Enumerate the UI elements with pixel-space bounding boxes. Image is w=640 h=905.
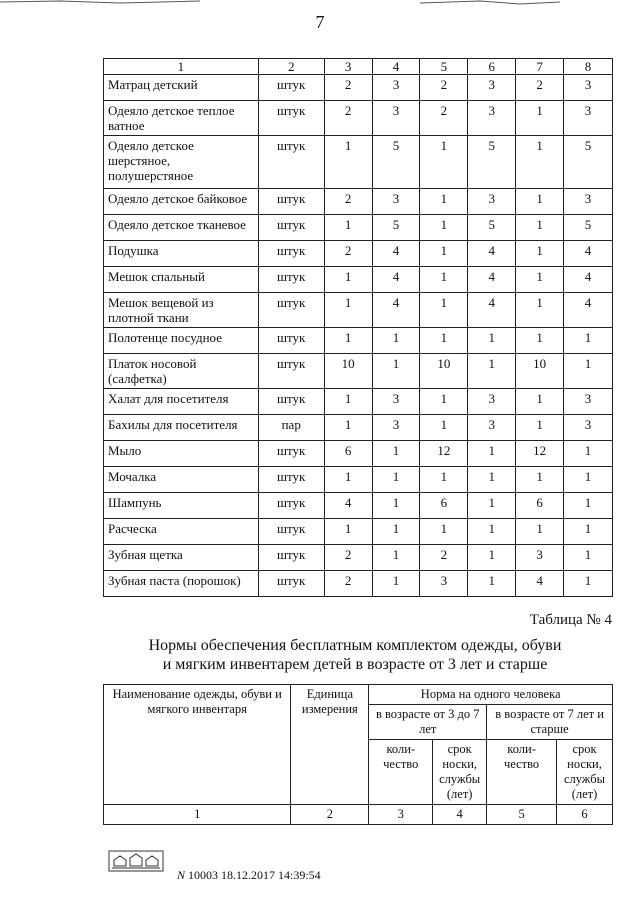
value-cell: 3: [468, 389, 516, 415]
unit-cell: штук: [258, 189, 324, 215]
value-cell: 1: [564, 441, 613, 467]
value-cell: 1: [420, 415, 468, 441]
col-number: 4: [433, 805, 487, 825]
col-number: 6: [557, 805, 613, 825]
value-cell: 3: [468, 189, 516, 215]
col-header-age-7-plus: в возрасте от 7 лет и старше: [487, 705, 613, 740]
value-cell: 5: [372, 215, 420, 241]
item-name-cell: Мочалка: [104, 467, 259, 493]
footer-number-symbol: N: [177, 868, 186, 882]
value-cell: 2: [324, 101, 372, 136]
unit-cell: штук: [258, 354, 324, 389]
value-cell: 1: [516, 467, 564, 493]
table-row: [104, 136, 613, 189]
item-name-cell: Одеяло детское теплое ватное: [104, 101, 259, 136]
unit-cell: штук: [258, 493, 324, 519]
value-cell: 3: [372, 389, 420, 415]
table-row: [104, 467, 613, 493]
value-cell: 2: [420, 75, 468, 101]
value-cell: 3: [468, 101, 516, 136]
value-cell: 1: [372, 519, 420, 545]
item-name-cell: Одеяло детское байковое: [104, 189, 259, 215]
value-cell: 1: [324, 328, 372, 354]
unit-cell: штук: [258, 441, 324, 467]
value-cell: 1: [564, 328, 613, 354]
value-cell: 1: [420, 241, 468, 267]
col-number: 2: [291, 805, 369, 825]
table-row: [104, 354, 613, 389]
value-cell: 1: [420, 328, 468, 354]
unit-cell: штук: [258, 519, 324, 545]
value-cell: 4: [372, 267, 420, 293]
value-cell: 2: [324, 571, 372, 597]
value-cell: 2: [324, 545, 372, 571]
col-header-qty-7-plus: коли-чество: [487, 740, 557, 805]
value-cell: 1: [324, 415, 372, 441]
value-cell: 1: [468, 441, 516, 467]
value-cell: 1: [372, 441, 420, 467]
value-cell: 5: [564, 136, 613, 189]
item-name-cell: Платок носовой (салфетка): [104, 354, 259, 389]
value-cell: 1: [516, 101, 564, 136]
value-cell: 1: [516, 136, 564, 189]
value-cell: 1: [420, 467, 468, 493]
value-cell: 5: [468, 215, 516, 241]
table-row: [104, 493, 613, 519]
table-row: [104, 389, 613, 415]
unit-cell: штук: [258, 467, 324, 493]
value-cell: 4: [468, 267, 516, 293]
table-row: [104, 571, 613, 597]
value-cell: 3: [564, 189, 613, 215]
value-cell: 1: [516, 267, 564, 293]
value-cell: 2: [324, 241, 372, 267]
col-number: 1: [104, 805, 291, 825]
value-cell: 12: [516, 441, 564, 467]
unit-cell: штук: [258, 293, 324, 328]
value-cell: 3: [468, 415, 516, 441]
value-cell: 1: [468, 519, 516, 545]
value-cell: 1: [468, 328, 516, 354]
value-cell: 1: [516, 293, 564, 328]
item-name-cell: Шампунь: [104, 493, 259, 519]
item-name-cell: Мешок вещевой из плотной ткани: [104, 293, 259, 328]
value-cell: 1: [420, 519, 468, 545]
table-row: [104, 241, 613, 267]
col-header-qty-3-7: коли-чество: [369, 740, 433, 805]
value-cell: 1: [372, 545, 420, 571]
table-row: [104, 215, 613, 241]
value-cell: 6: [324, 441, 372, 467]
col-header-unit: Единица измерения: [291, 685, 369, 805]
unit-cell: штук: [258, 389, 324, 415]
table-4-title-line1: Нормы обеспечения бесплатным комплектом одежды, обуви: [148, 637, 562, 654]
value-cell: 3: [516, 545, 564, 571]
value-cell: 1: [468, 354, 516, 389]
table-4-label: Таблица № 4: [529, 612, 612, 628]
value-cell: 5: [468, 136, 516, 189]
page-number: 7: [315, 12, 325, 32]
value-cell: 1: [516, 519, 564, 545]
value-cell: 3: [372, 189, 420, 215]
unit-cell: штук: [258, 101, 324, 136]
value-cell: 1: [372, 328, 420, 354]
table-row: [104, 519, 613, 545]
table-row: [104, 545, 613, 571]
table-row: [104, 415, 613, 441]
clothing-norms-table: [103, 684, 613, 825]
unit-cell: штук: [258, 571, 324, 597]
value-cell: 2: [516, 75, 564, 101]
value-cell: 2: [420, 101, 468, 136]
value-cell: 3: [564, 75, 613, 101]
value-cell: 5: [372, 136, 420, 189]
unit-cell: штук: [258, 136, 324, 189]
item-name-cell: Матрац детский: [104, 75, 259, 101]
value-cell: 4: [468, 293, 516, 328]
value-cell: 10: [420, 354, 468, 389]
item-name-cell: Зубная щетка: [104, 545, 259, 571]
col-header-wear-3-7: срок носки, службы (лет): [433, 740, 487, 805]
header-cell: 7: [516, 59, 564, 75]
col-number: 5: [487, 805, 557, 825]
header-cell: 6: [468, 59, 516, 75]
value-cell: 3: [420, 571, 468, 597]
value-cell: 3: [372, 101, 420, 136]
item-name-cell: Мешок спальный: [104, 267, 259, 293]
value-cell: 1: [324, 519, 372, 545]
value-cell: 1: [420, 389, 468, 415]
value-cell: 4: [372, 241, 420, 267]
value-cell: 1: [420, 189, 468, 215]
value-cell: 1: [516, 241, 564, 267]
value-cell: 3: [564, 101, 613, 136]
value-cell: 1: [516, 328, 564, 354]
value-cell: 1: [324, 215, 372, 241]
value-cell: 1: [468, 571, 516, 597]
value-cell: 4: [468, 241, 516, 267]
value-cell: 1: [372, 354, 420, 389]
value-cell: 1: [468, 545, 516, 571]
header-cell: 8: [564, 59, 613, 75]
value-cell: 1: [564, 354, 613, 389]
table-row: [104, 267, 613, 293]
table-4-title: [100, 636, 610, 674]
value-cell: 2: [324, 75, 372, 101]
value-cell: 1: [516, 215, 564, 241]
value-cell: 5: [564, 215, 613, 241]
value-cell: 12: [420, 441, 468, 467]
value-cell: 2: [420, 545, 468, 571]
header-cell: 4: [372, 59, 420, 75]
value-cell: 3: [468, 75, 516, 101]
supply-table: [103, 58, 613, 597]
table-row: [104, 101, 613, 136]
value-cell: 3: [372, 75, 420, 101]
item-name-cell: Одеяло детское шерстяное, полушерстяное: [104, 136, 259, 189]
unit-cell: штук: [258, 215, 324, 241]
unit-cell: штук: [258, 267, 324, 293]
value-cell: 1: [468, 467, 516, 493]
value-cell: 1: [516, 389, 564, 415]
value-cell: 4: [372, 293, 420, 328]
value-cell: 1: [324, 293, 372, 328]
header-cell: 3: [324, 59, 372, 75]
registry-stamp-icon: [108, 850, 164, 872]
col-header-age-3-7: в возрасте от 3 до 7 лет: [369, 705, 487, 740]
value-cell: 1: [324, 267, 372, 293]
scan-artifact-top: [0, 0, 640, 8]
unit-cell: штук: [258, 241, 324, 267]
value-cell: 6: [516, 493, 564, 519]
value-cell: 1: [420, 267, 468, 293]
item-name-cell: Халат для посетителя: [104, 389, 259, 415]
value-cell: 1: [420, 215, 468, 241]
col-header-wear-7-plus: срок носки, службы (лет): [557, 740, 613, 805]
value-cell: 1: [420, 136, 468, 189]
col-header-name: Наименование одежды, обуви и мягкого инвентаря: [104, 685, 291, 805]
value-cell: 1: [324, 467, 372, 493]
value-cell: 3: [372, 415, 420, 441]
value-cell: 1: [516, 189, 564, 215]
table-row: [104, 441, 613, 467]
value-cell: 3: [564, 415, 613, 441]
item-name-cell: Одеяло детское тканевое: [104, 215, 259, 241]
value-cell: 2: [324, 189, 372, 215]
header-cell: 1: [104, 59, 259, 75]
value-cell: 4: [564, 241, 613, 267]
value-cell: 4: [564, 293, 613, 328]
footer-registry-text: 10003 18.12.2017 14:39:54: [188, 868, 321, 882]
header-cell: 5: [420, 59, 468, 75]
table-row: [104, 328, 613, 354]
table-row: [104, 293, 613, 328]
unit-cell: штук: [258, 328, 324, 354]
value-cell: 4: [516, 571, 564, 597]
item-name-cell: Бахилы для посетителя: [104, 415, 259, 441]
col-number: 3: [369, 805, 433, 825]
value-cell: 1: [324, 389, 372, 415]
value-cell: 1: [372, 467, 420, 493]
value-cell: 1: [516, 415, 564, 441]
value-cell: 1: [324, 136, 372, 189]
unit-cell: штук: [258, 545, 324, 571]
item-name-cell: Подушка: [104, 241, 259, 267]
table-header-row: [104, 59, 613, 75]
value-cell: 6: [420, 493, 468, 519]
value-cell: 10: [324, 354, 372, 389]
value-cell: 1: [564, 467, 613, 493]
header-cell: 2: [258, 59, 324, 75]
value-cell: 4: [324, 493, 372, 519]
table-4-title-line2: и мягким инвентарем детей в возрасте от 3 лет и старше: [162, 656, 548, 673]
item-name-cell: Расческа: [104, 519, 259, 545]
value-cell: 1: [564, 571, 613, 597]
value-cell: 1: [564, 545, 613, 571]
document-footer: [177, 868, 321, 883]
value-cell: 1: [468, 493, 516, 519]
item-name-cell: Мыло: [104, 441, 259, 467]
value-cell: 1: [420, 293, 468, 328]
value-cell: 1: [564, 493, 613, 519]
value-cell: 10: [516, 354, 564, 389]
unit-cell: штук: [258, 75, 324, 101]
value-cell: 1: [372, 571, 420, 597]
item-name-cell: Полотенце посудное: [104, 328, 259, 354]
item-name-cell: Зубная паста (порошок): [104, 571, 259, 597]
table-row: [104, 189, 613, 215]
unit-cell: пар: [258, 415, 324, 441]
value-cell: 3: [564, 389, 613, 415]
table-row: [104, 75, 613, 101]
value-cell: 4: [564, 267, 613, 293]
value-cell: 1: [372, 493, 420, 519]
value-cell: 1: [564, 519, 613, 545]
col-header-norm: Норма на одного человека: [369, 685, 613, 705]
